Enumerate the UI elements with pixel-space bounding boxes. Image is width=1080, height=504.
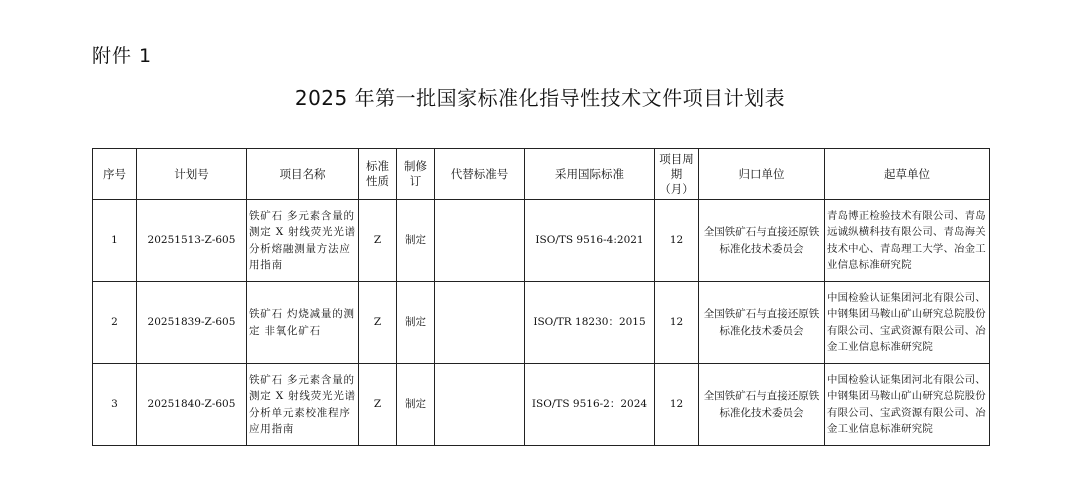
cell-project-name: 铁矿石 灼烧减量的测定 非氧化矿石: [247, 282, 359, 364]
header-project-name: 项目名称: [247, 149, 359, 200]
header-international-standard: 采用国际标准: [525, 149, 655, 200]
cell-drafting-units: 中国检验认证集团河北有限公司、中钢集团马鞍山矿山研究总院股份有限公司、宝武资源有限公司、冶金工业信息标准研究院: [825, 282, 990, 364]
cell-international-standard: ISO/TS 9516-2：2024: [525, 364, 655, 446]
cell-serial-no: 3: [93, 364, 137, 446]
cell-serial-no: 2: [93, 282, 137, 364]
header-revision-type: 制修订: [397, 149, 435, 200]
cell-project-period: 12: [655, 200, 699, 282]
cell-drafting-units: 青岛博正检验技术有限公司、青岛远诚纵横科技有限公司、青岛海关技术中心、青岛理工大学、冶金工业信息标准研究院: [825, 200, 990, 282]
table-row: [93, 200, 990, 282]
cell-revision-type: 制定: [397, 364, 435, 446]
cell-standard-nature: Z: [359, 200, 397, 282]
cell-responsible-unit: 全国铁矿石与直接还原铁标准化技术委员会: [699, 200, 825, 282]
cell-serial-no: 1: [93, 200, 137, 282]
header-responsible-unit: 归口单位: [699, 149, 825, 200]
cell-project-period: 12: [655, 282, 699, 364]
cell-replaced-standard: [435, 200, 525, 282]
cell-project-name: 铁矿石 多元素含量的测定 X 射线荧光光谱分析单元素校准程序应用指南: [247, 364, 359, 446]
header-plan-no: 计划号: [137, 149, 247, 200]
cell-plan-no: 20251513-Z-605: [137, 200, 247, 282]
cell-drafting-units: 中国检验认证集团河北有限公司、中钢集团马鞍山矿山研究总院股份有限公司、宝武资源有限公司、冶金工业信息标准研究院: [825, 364, 990, 446]
header-drafting-units: 起草单位: [825, 149, 990, 200]
table-row: [93, 282, 990, 364]
cell-replaced-standard: [435, 364, 525, 446]
table-header-row: [93, 149, 990, 200]
cell-standard-nature: Z: [359, 364, 397, 446]
cell-plan-no: 20251840-Z-605: [137, 364, 247, 446]
cell-replaced-standard: [435, 282, 525, 364]
cell-revision-type: 制定: [397, 282, 435, 364]
cell-international-standard: ISO/TS 9516-4:2021: [525, 200, 655, 282]
attachment-label: 附件 1: [92, 45, 153, 67]
header-serial-no: 序号: [93, 149, 137, 200]
header-standard-nature: 标准性质: [359, 149, 397, 200]
table-row: [93, 364, 990, 446]
cell-responsible-unit: 全国铁矿石与直接还原铁标准化技术委员会: [699, 364, 825, 446]
cell-international-standard: ISO/TR 18230：2015: [525, 282, 655, 364]
cell-project-name: 铁矿石 多元素含量的测定 X 射线荧光光谱分析熔融测量方法应用指南: [247, 200, 359, 282]
cell-responsible-unit: 全国铁矿石与直接还原铁标准化技术委员会: [699, 282, 825, 364]
document-title: 2025 年第一批国家标准化指导性技术文件项目计划表: [294, 86, 786, 110]
cell-plan-no: 20251839-Z-605: [137, 282, 247, 364]
header-project-period: 项目周期（月）: [655, 149, 699, 200]
cell-project-period: 12: [655, 364, 699, 446]
cell-standard-nature: Z: [359, 282, 397, 364]
project-plan-table: [92, 148, 990, 446]
cell-revision-type: 制定: [397, 200, 435, 282]
header-replaced-standard: 代替标准号: [435, 149, 525, 200]
